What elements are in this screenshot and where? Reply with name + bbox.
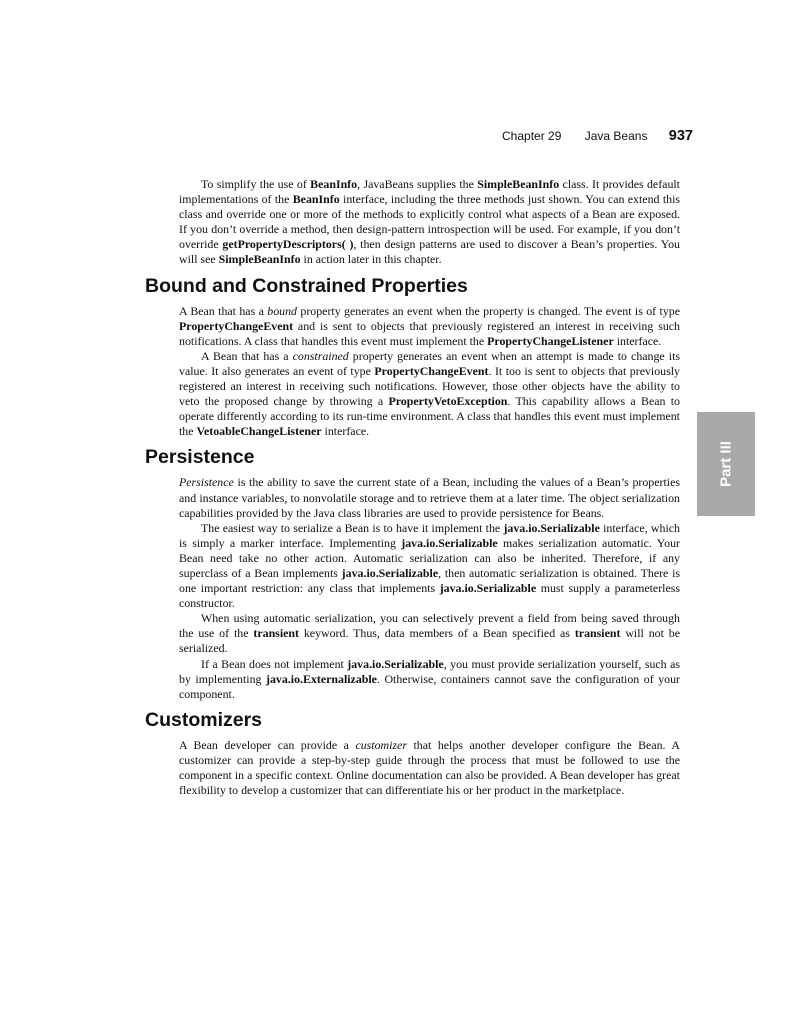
part-tab-label: Part III <box>717 441 735 487</box>
chapter-label: Chapter 29 <box>502 129 562 143</box>
bound-paragraph-1: A Bean that has a bound property generates an event when the property is changed. The event is of type PropertyChangeEvent and is sent to objects that previously registered an interest in receiving such notifications. A class that handles this event must implement the PropertyChangeListener interface. <box>179 303 680 348</box>
customizers-paragraph-1: A Bean developer can provide a customizer that helps another developer configure the Bean. A customizer can provide a step-by-step guide through the process that must be followed to use the component in a specific context. Online documentation can also be provided. A Bean developer has great flexibility to develop a customizer that can differentiate his or her product in the marketplace. <box>179 737 680 798</box>
section-heading-customizers: Customizers <box>145 708 263 731</box>
page-body <box>0 177 792 798</box>
page-number: 937 <box>668 128 693 144</box>
running-header <box>0 128 693 144</box>
persistence-paragraph-2: The easiest way to serialize a Bean is to have it implement the java.io.Serializable interface, which is simply a marker interface. Implementing java.io.Serializable makes serialization automatic. Your Bean need take no other action. Automatic serialization can also be inherited. Therefore, if any superclass of a Bean implements java.io.Serializable, then automatic serialization is obtained. There is one important restriction: any class that implements java.io.Serializable must supply a parameterless constructor. <box>179 520 680 611</box>
persistence-paragraph-4: If a Bean does not implement java.io.Serializable, you must provide serialization yourself, such as by implementing java.io.Externalizable. Otherwise, containers cannot save the configuration of your component. <box>179 656 680 701</box>
section-heading-bound: Bound and Constrained Properties <box>145 274 468 297</box>
intro-paragraph: To simplify the use of BeanInfo, JavaBeans supplies the SimpleBeanInfo class. It provides default implementations of the BeanInfo interface, including the three methods just shown. You can extend this class and override one or more of the methods to explicitly control what aspects of a Bean are exposed. If you don’t override a method, then design-pattern introspection will be used. For example, if you don’t override getPropertyDescriptors( ), then design patterns are used to discover a Bean’s properties. You will see SimpleBeanInfo in action later in this chapter. <box>179 177 680 267</box>
persistence-paragraph-1: Persistence is the ability to save the current state of a Bean, including the values of a Bean’s properties and instance variables, to nonvolatile storage and to retrieve them at a later time. The object serialization capabilities provided by the Java class libraries are used to provide persistence for Beans. <box>179 475 680 520</box>
bound-paragraph-2: A Bean that has a constrained property generates an event when an attempt is made to change its value. It also generates an event of type PropertyChangeEvent. It too is sent to objects that previously registered an interest in receiving such notifications. However, those other objects have the ability to veto the proposed change by throwing a PropertyVetoException. This capability allows a Bean to operate differently according to its run-time environment. A class that handles this event must implement the VetoableChangeListener interface. <box>179 348 681 439</box>
chapter-title: Java Beans <box>584 129 648 143</box>
section-heading-persistence: Persistence <box>145 446 255 469</box>
persistence-paragraph-3: When using automatic serialization, you can selectively prevent a field from being saved through the use of the transient keyword. Thus, data members of a Bean specified as transient will not be serialized. <box>179 611 681 656</box>
